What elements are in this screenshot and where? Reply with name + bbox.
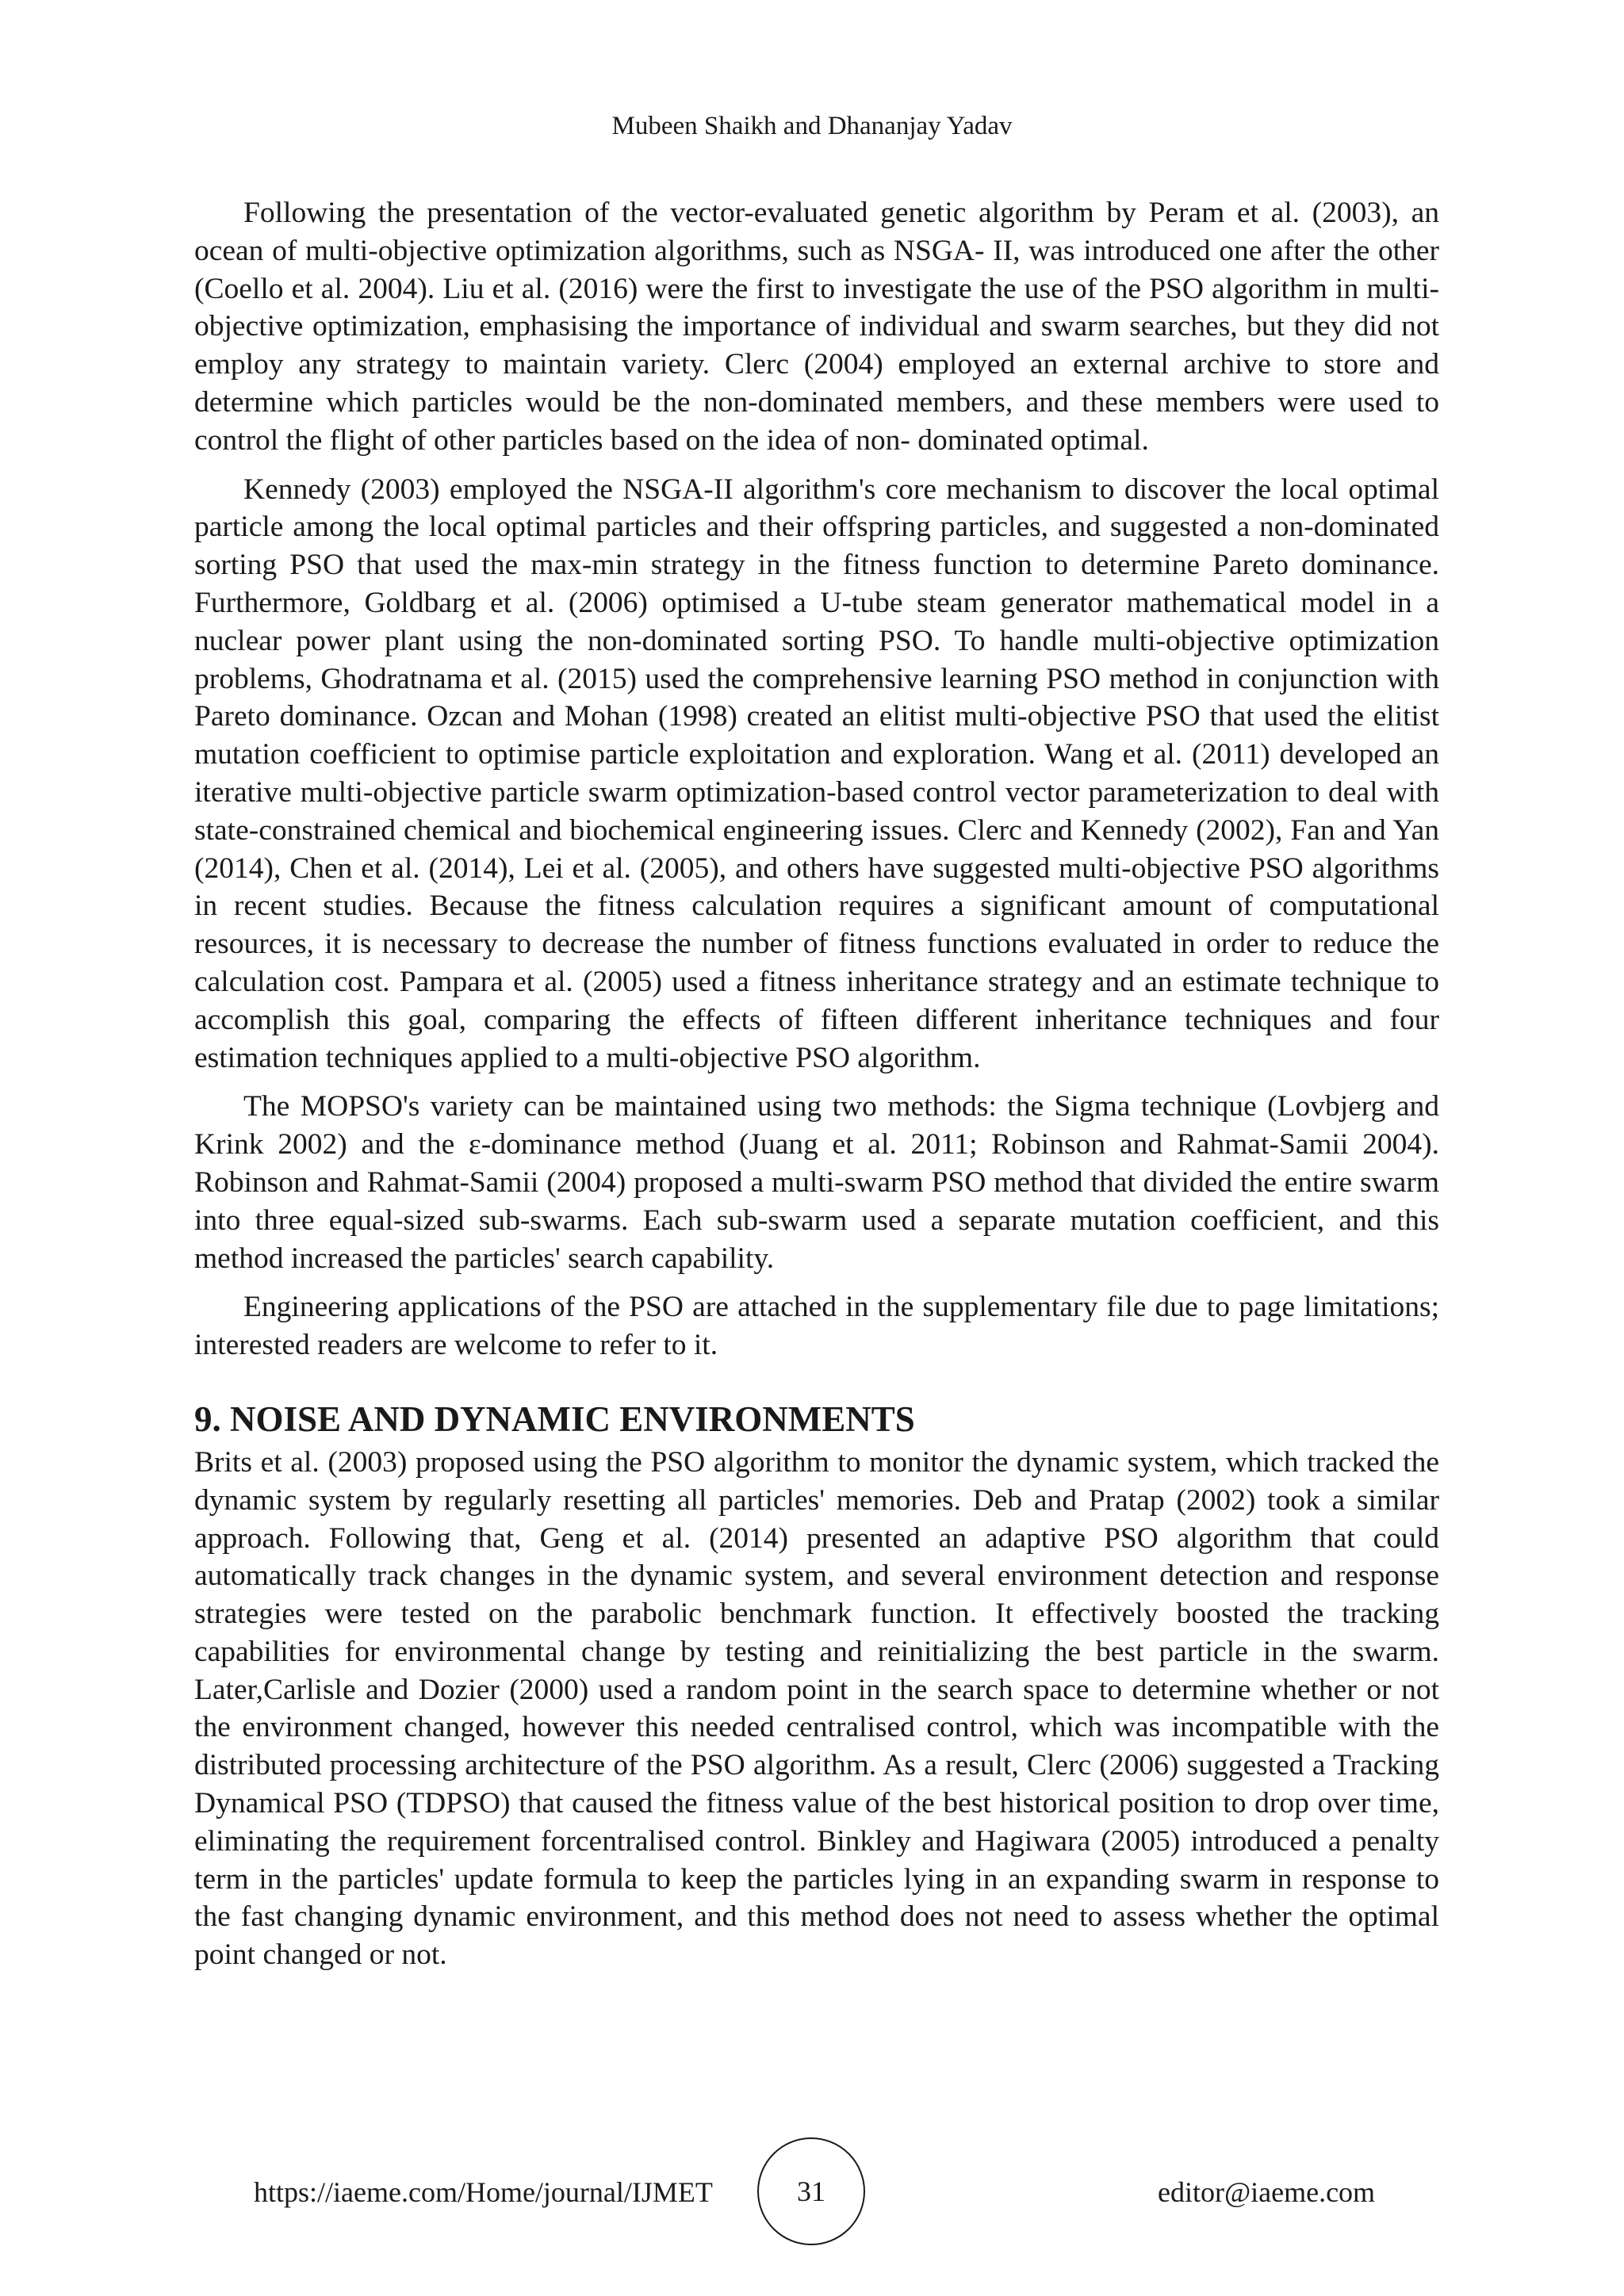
paragraph-2: Kennedy (2003) employed the NSGA-II algorithm's core mechanism to discover the local optimal particle among the local optimal particles and their offspring particles, and suggested a non-dominated sorting PSO that used the max-min strategy in the fitness function to determine Pareto dominance. Furthermore, Goldbarg et al. (2006) optimised a U-tube steam generator mathematical model in a nuclear power plant using the non-dominated sorting PSO. To handle multi-objective optimization problems, Ghodratnama et al. (2015) used the comprehensive learning PSO method in conjunction with Pareto dominance. Ozcan and Mohan (1998) created an elitist multi-objective PSO that used the elitist mutation coefficient to optimise particle exploitation and exploration. Wang et al. (2011) developed an iterative multi-objective particle swarm optimization-based control vector parameterization to deal with state-constrained chemical and biochemical engineering issues. Clerc and Kennedy (2002), Fan and Yan (2014), Chen et al. (2014), Lei et al. (2005), and others have suggested multi-objective PSO algorithms in recent studies. Because the fitness calculation requires a significant amount of computational resources, it is necessary to decrease the number of fitness functions evaluated in order to reduce the calculation cost. Pampara et al. (2005) used a fitness inheritance strategy and an estimate technique to accomplish this goal, comparing the effects of fifteen different inheritance techniques and four estimation techniques applied to a multi-objective PSO algorithm. <box>194 473 1439 1074</box>
page-footer <box>0 2137 1624 2248</box>
section-heading: 9. NOISE AND DYNAMIC ENVIRONMENTS <box>194 1399 915 1439</box>
paragraph-3: The MOPSO's variety can be maintained using two methods: the Sigma technique (Lovbjerg and Krink 2002) and the ε-dominance method (Juang et al. 2011; Robinson and Rahmat-Samii 2004). Robinson and Rahmat-Samii (2004) proposed a multi-swarm PSO method that divided the entire swarm into three equal-sized sub-swarms. Each sub-swarm used a separate mutation coefficient, and this method increased the particles' search capability. <box>194 1090 1439 1275</box>
editor-email-link[interactable]: editor@iaeme.com <box>1158 2176 1376 2208</box>
page-number-badge <box>757 2137 865 2245</box>
page-number: 31 <box>797 2175 825 2207</box>
running-header-authors: Mubeen Shaikh and Dhananjay Yadav <box>611 112 1013 140</box>
section-paragraph: Brits et al. (2003) proposed using the PSO algorithm to monitor the dynamic system, which tracked the dynamic system by regularly resetting all particles' memories. Deb and Pratap (2002) took a similar approach. Following that, Geng et al. (2014) presented an adaptive PSO algorithm that could automatically track changes in the dynamic system, and several environment detection and response strategies were tested on the parabolic benchmark function. It effectively boosted the tracking capabilities for environmental change by testing and reinitializing the best particle in the swarm. Later,Carlisle and Dozier (2000) used a random point in the search space to determine whether or not the environment changed, however this needed centralised control, which was incompatible with the distributed processing architecture of the PSO algorithm. As a result, Clerc (2006) suggested a Tracking Dynamical PSO (TDPSO) that caused the fitness value of the best historical position to drop over time, eliminating the requirement forcentralised control. Binkley and Hagiwara (2005) introduced a penalty term in the particles' update formula to keep the particles lying in an expanding swarm in response to the fast changing dynamic environment, and this method does not need to assess whether the optimal point changed or not. <box>194 1445 1439 1972</box>
paragraph-1: Following the presentation of the vector-evaluated genetic algorithm by Peram et al. (2003), an ocean of multi-objective optimization algorithms, such as NSGA- II, was introduced one after the other (Coello et al. 2004). Liu et al. (2016) were the first to investigate the use of the PSO algorithm in multi-objective optimization, emphasising the importance of individual and swarm searches, but they did not employ any strategy to maintain variety. Clerc (2004) employed an external archive to store and determine which particles would be the non-dominated members, and these members were used to control the flight of other particles based on the idea of non- dominated optimal. <box>194 197 1439 457</box>
journal-url-link[interactable]: https://iaeme.com/Home/journal/IJMET <box>254 2176 713 2208</box>
body-text <box>194 194 1439 1985</box>
paragraph-4: Engineering applications of the PSO are attached in the supplementary file due to page limitations; interested readers are welcome to refer to it. <box>194 1291 1439 1362</box>
